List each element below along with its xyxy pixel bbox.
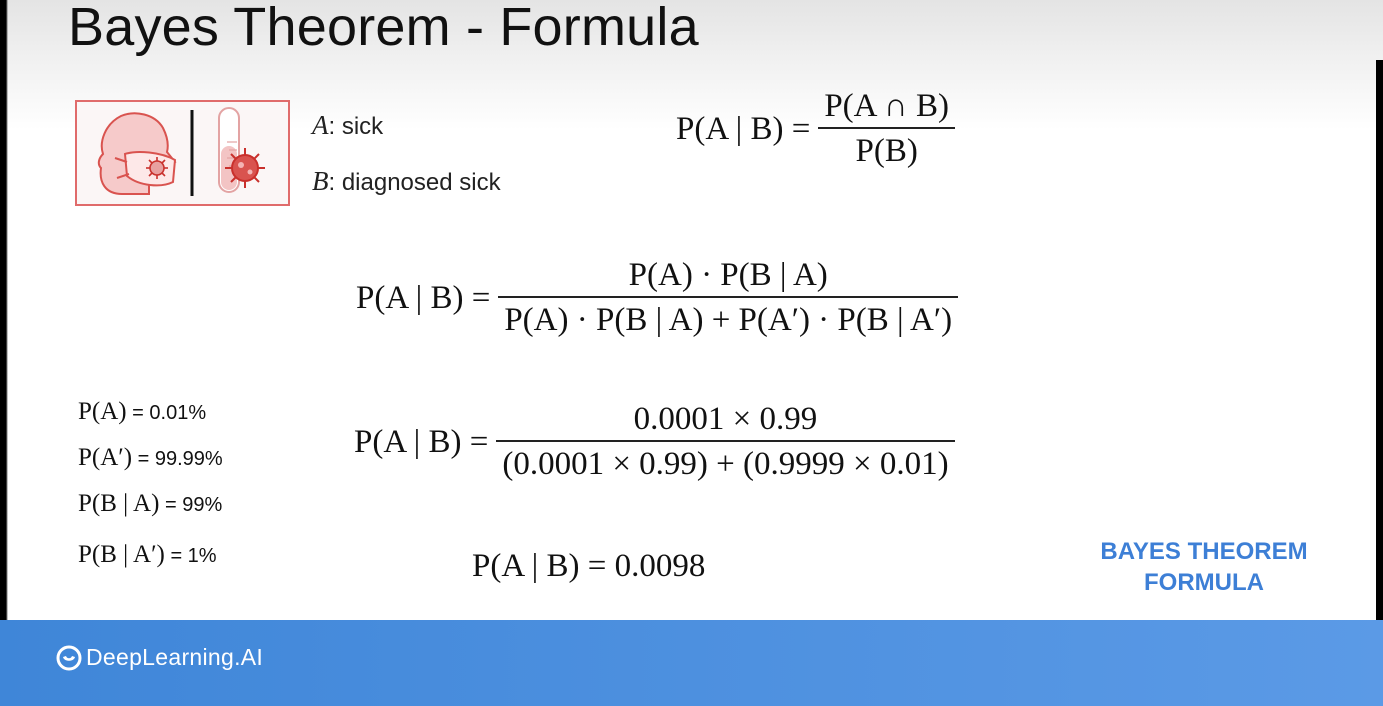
definition-b-var: B	[312, 166, 329, 196]
given-p-b-given-a-prime-value: = 1%	[164, 545, 217, 567]
video-edge-left	[0, 0, 8, 620]
sick-person-test-icon	[77, 102, 288, 204]
definition-a-text: : sick	[328, 113, 384, 140]
given-p-b-given-a	[78, 490, 222, 518]
given-p-a-prime-expr: P(A′)	[78, 444, 133, 471]
slide-title: Bayes Theorem - Formula	[68, 0, 699, 57]
bayes-theorem-tag	[1060, 536, 1348, 598]
given-p-a-prime-value: = 99.99%	[132, 448, 223, 470]
brand	[56, 644, 263, 671]
given-p-a-prime	[78, 444, 223, 472]
tag-line-1: BAYES THEOREM	[1100, 538, 1308, 565]
bayes-numeric-denominator: (0.0001 × 0.99) + (0.9999 × 0.01)	[502, 446, 949, 482]
bayes-basic-denominator: P(B)	[855, 133, 918, 169]
bayes-expanded-numerator: P(A) · P(B | A)	[628, 257, 828, 293]
bayes-basic-numerator: P(A ∩ B)	[824, 88, 950, 124]
bayes-numeric-numerator: 0.0001 × 0.99	[633, 401, 818, 437]
definition-b	[312, 166, 501, 197]
bayes-expanded-denominator: P(A) · P(B | A) + P(A′) · P(B | A′)	[504, 302, 953, 338]
definition-a	[312, 110, 383, 141]
given-p-a-expr: P(A)	[78, 398, 127, 425]
bayes-numeric-formula	[354, 401, 955, 483]
bayes-result: P(A | B) = 0.0098	[472, 548, 706, 584]
bayes-expanded-formula	[356, 257, 958, 339]
deeplearning-logo-icon	[56, 645, 82, 671]
bayes-numeric-fraction	[496, 401, 954, 483]
given-p-b-given-a-prime	[78, 541, 217, 569]
tag-line-2: FORMULA	[1144, 569, 1264, 596]
brand-name: DeepLearning.AI	[86, 644, 264, 670]
definition-b-text: : diagnosed sick	[328, 169, 501, 196]
footer-bar	[0, 620, 1383, 706]
given-p-b-given-a-prime-expr: P(B | A′)	[78, 541, 165, 568]
given-p-a-value: = 0.01%	[126, 402, 207, 424]
given-p-b-given-a-value: = 99%	[159, 494, 223, 516]
given-p-a	[78, 398, 206, 426]
bayes-numeric-lhs: P(A | B) =	[354, 423, 489, 460]
definition-a-var: A	[312, 110, 329, 140]
bayes-expanded-fraction	[498, 257, 958, 339]
bayes-basic-fraction	[818, 88, 955, 170]
bayes-basic-lhs: P(A | B) =	[676, 110, 811, 147]
given-p-b-given-a-expr: P(B | A)	[78, 490, 160, 517]
bayes-expanded-lhs: P(A | B) =	[356, 279, 491, 316]
bayes-basic-formula	[676, 88, 955, 170]
sick-test-illustration	[75, 100, 290, 206]
video-edge-right	[1376, 60, 1383, 620]
